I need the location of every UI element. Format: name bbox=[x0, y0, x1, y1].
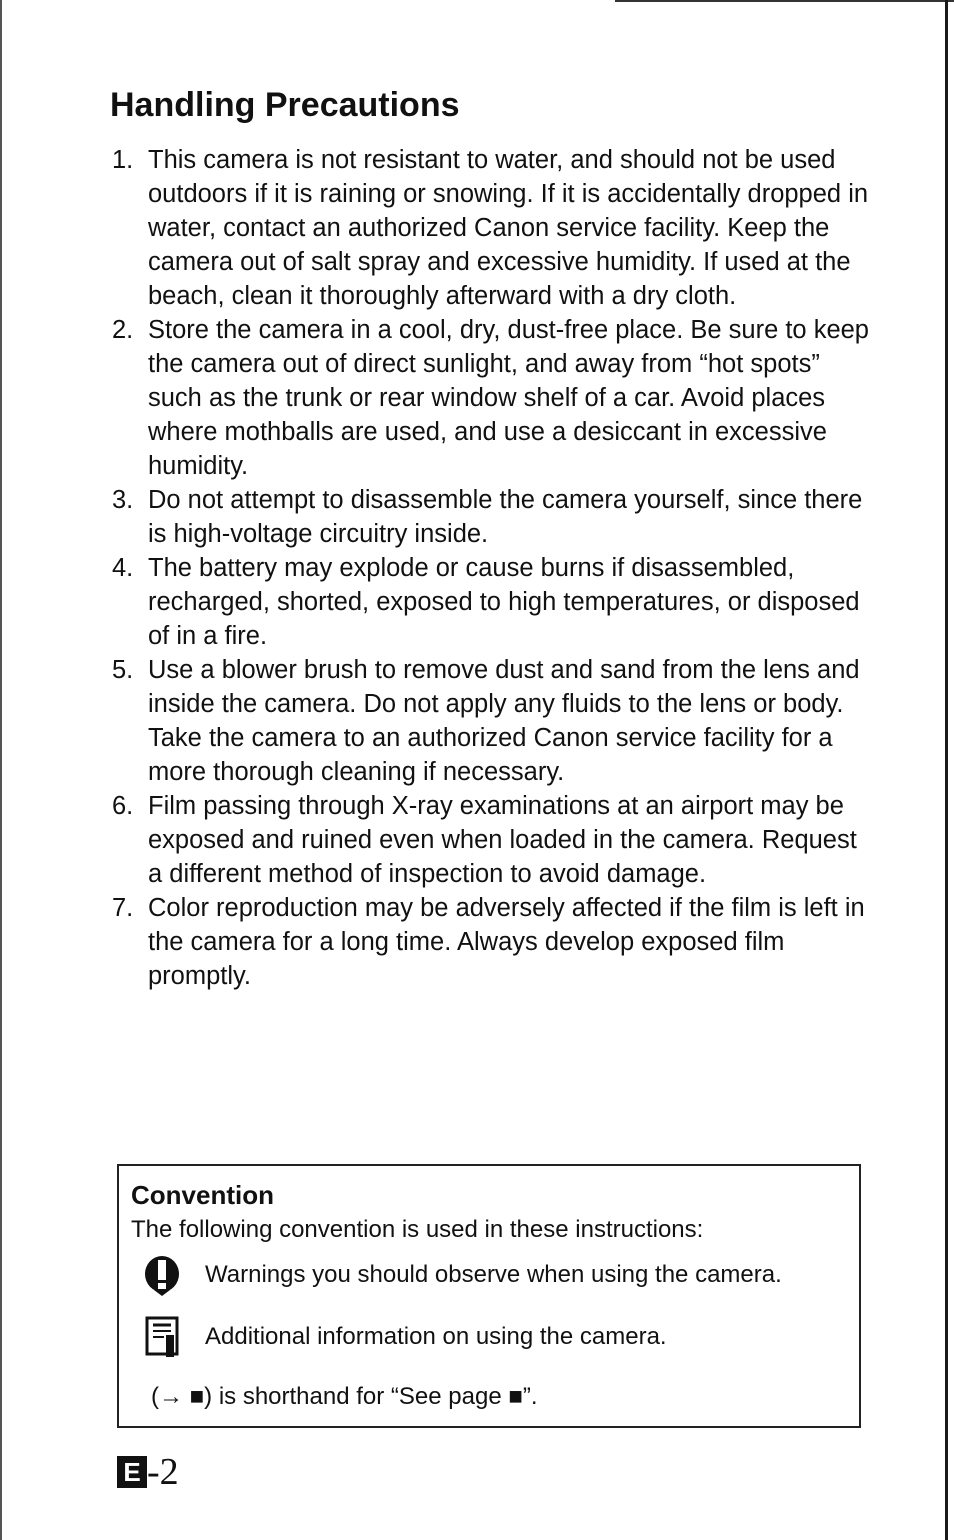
page-edge-right bbox=[945, 0, 948, 1540]
page-edge-top bbox=[615, 0, 954, 2]
item-number: 3. bbox=[112, 486, 134, 514]
item-text: This camera is not resistant to water, and should not be used outdoors if it is raining or snowing. If it is accidentally dropped in water, contact an authorized Canon service facility. Keep the camera out of salt spray and excessive humidity. If used at the beach, clean it thoroughly afterward with a dry cloth. bbox=[148, 146, 869, 310]
convention-box bbox=[117, 1164, 861, 1428]
item-number: 6. bbox=[112, 792, 134, 820]
page-number-text: -2 bbox=[147, 1451, 179, 1493]
item-number: 1. bbox=[112, 146, 134, 174]
convention-shorthand-row bbox=[151, 1382, 537, 1412]
page-title: Handling Precautions bbox=[110, 86, 460, 124]
page-number bbox=[117, 1452, 179, 1492]
item-text: Store the camera in a cool, dry, dust-free place. Be sure to keep the camera out of direct sunlight, and away from “hot spots” such as the trunk or rear window shelf of a car. Avoid places where mothballs are used, and use a desiccant in excessive humidity. bbox=[148, 316, 869, 480]
list-item bbox=[112, 789, 872, 891]
item-number: 5. bbox=[112, 656, 134, 684]
item-text: Film passing through X-ray examinations at an airport may be exposed and ruined even when loaded in the camera. Request a different method of inspection to avoid damage. bbox=[148, 792, 857, 888]
list-item bbox=[112, 891, 872, 993]
list-item bbox=[112, 313, 872, 483]
convention-title: Convention bbox=[131, 1180, 274, 1210]
warning-icon bbox=[141, 1254, 183, 1296]
item-number: 7. bbox=[112, 894, 134, 922]
item-text: The battery may explode or cause burns if disassembled, recharged, shorted, exposed to high temperatures, or disposed of in a fire. bbox=[148, 554, 860, 650]
item-text: Color reproduction may be adversely affected if the film is left in the camera for a long time. Always develop exposed film promptly. bbox=[148, 894, 865, 990]
item-number: 2. bbox=[112, 316, 134, 344]
info-text: Additional information on using the camera. bbox=[205, 1323, 667, 1350]
page-section-letter: E bbox=[117, 1456, 147, 1488]
item-text: Do not attempt to disassemble the camera yourself, since there is high-voltage circuitry inside. bbox=[148, 486, 863, 548]
convention-intro: The following convention is used in these instructions: bbox=[131, 1216, 704, 1243]
list-item bbox=[112, 551, 872, 653]
list-item bbox=[112, 653, 872, 789]
list-item bbox=[112, 143, 872, 313]
convention-info-row bbox=[141, 1316, 667, 1358]
warning-text: Warnings you should observe when using the camera. bbox=[205, 1261, 782, 1288]
list-item bbox=[112, 483, 872, 551]
page-edge-left bbox=[0, 0, 2, 1540]
shorthand-text: (→ ■) is shorthand for “See page ■”. bbox=[151, 1383, 538, 1410]
precautions-list bbox=[112, 143, 872, 993]
memo-icon bbox=[141, 1316, 183, 1358]
item-text: Use a blower brush to remove dust and sand from the lens and inside the camera. Do not apply any fluids to the lens or body. Take the camera to an authorized Canon service facility for a more thorough cleaning if necessary. bbox=[148, 656, 860, 786]
item-number: 4. bbox=[112, 554, 134, 582]
convention-warning-row bbox=[141, 1254, 782, 1296]
